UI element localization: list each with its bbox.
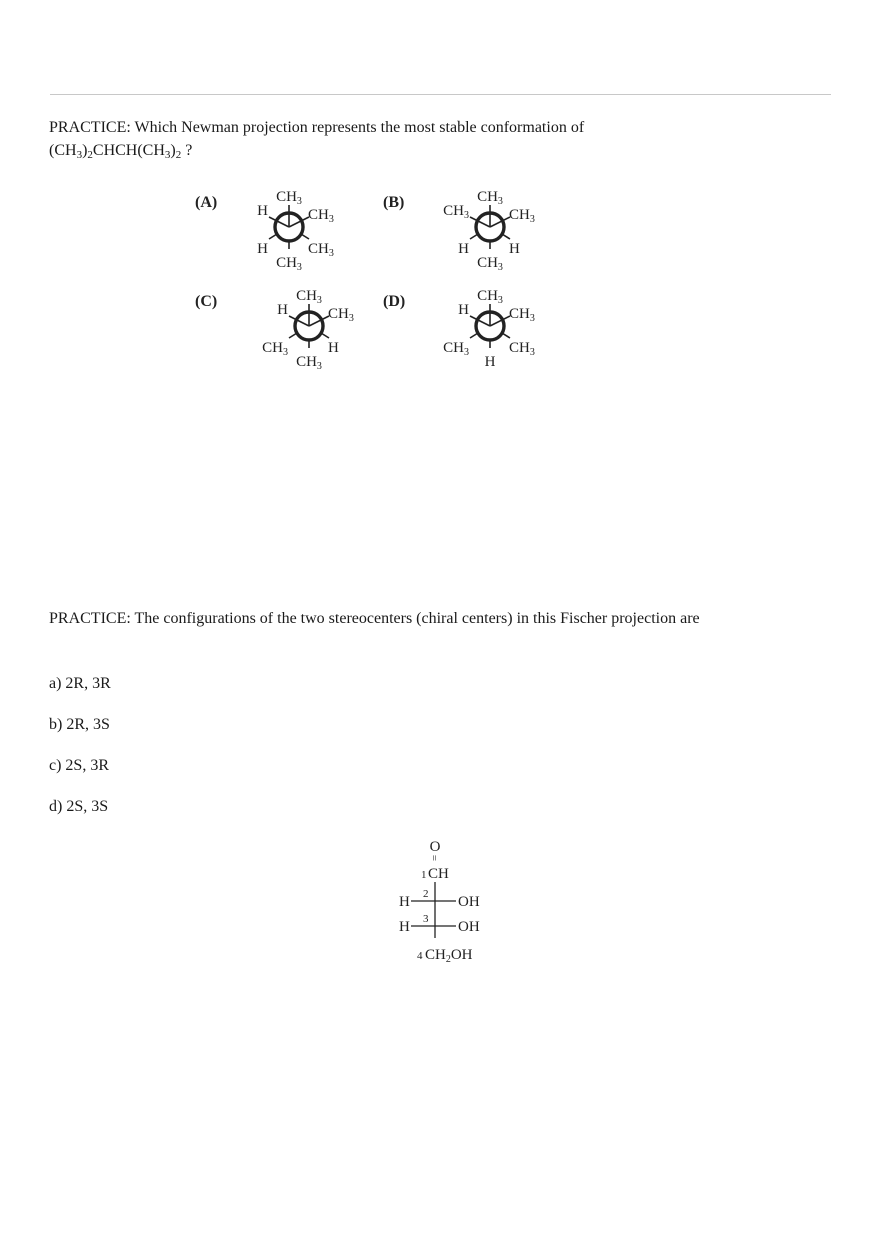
fischer-c4-number: 4 (417, 950, 423, 962)
fischer-c2-right: OH (458, 894, 480, 910)
sub-front-left-C: H (277, 302, 288, 318)
newman-A (195, 189, 334, 273)
bond-back-left-C (289, 333, 297, 338)
bond-back-left-D (470, 333, 478, 338)
sub-back-left-C: $CH_3$ (262, 340, 288, 358)
sub-front-top-B: $CH_3$ (477, 189, 503, 207)
newman-label-D: (D) (383, 293, 406, 310)
bond-back-right-D (502, 333, 510, 338)
bond-back-left-B (470, 234, 478, 239)
sub-front-left-D: H (458, 302, 469, 318)
fischer-c3-right: OH (458, 919, 480, 935)
fischer-c2-number: 2 (423, 888, 429, 900)
fischer-c4-group: $CH_2OH$ (425, 947, 473, 965)
question-1-text: PRACTICE: Which Newman projection represents the most stable conformation of $(CH_3)_2CHCH(CH_3)_2$ ? (49, 119, 585, 161)
fischer-c1-group: CH (428, 866, 449, 882)
formula: $(CH_3)_2CHCH(CH_3)_2$ ? (49, 142, 193, 161)
newman-label-A: (A) (195, 194, 218, 211)
newman-projections-drawing (0, 0, 880, 400)
sub-front-top-A: $CH_3$ (276, 189, 302, 207)
newman-D (383, 288, 535, 370)
sub-front-left-B: $CH_3$ (443, 203, 469, 221)
newman-C (195, 288, 354, 372)
sub-front-top-C: $CH_3$ (296, 288, 322, 306)
sub-front-right-B: $CH_3$ (509, 207, 535, 225)
bond-back-right-B (502, 234, 510, 239)
fischer-c3-left: H (399, 919, 410, 935)
sub-back-bottom-A: $CH_3$ (276, 255, 302, 273)
fischer-projection (380, 832, 510, 972)
sub-back-bottom-C: $CH_3$ (296, 354, 322, 372)
option-b: b) 2R, 3S (49, 716, 110, 733)
fischer-c3-number: 3 (423, 913, 429, 925)
sub-back-left-D: $CH_3$ (443, 340, 469, 358)
sub-front-right-A: $CH_3$ (308, 207, 334, 225)
fischer-c2-left: H (399, 894, 410, 910)
sub-front-left-A: H (257, 203, 268, 219)
newman-label-B: (B) (383, 194, 405, 211)
sub-back-right-A: $CH_3$ (308, 241, 334, 259)
sub-back-right-C: H (328, 340, 339, 356)
sub-front-right-D: $CH_3$ (509, 306, 535, 324)
option-c: c) 2S, 3R (49, 757, 109, 774)
option-a: a) 2R, 3R (49, 675, 111, 692)
bond-back-right-C (321, 333, 329, 338)
fischer-c1-number: 1 (421, 869, 427, 881)
sub-front-right-C: $CH_3$ (328, 306, 354, 324)
sub-back-left-A: H (257, 241, 268, 257)
bond-back-left-A (269, 234, 277, 239)
fischer-oxygen: O (429, 839, 441, 855)
sub-back-right-B: H (509, 241, 520, 257)
option-d: d) 2S, 3S (49, 798, 109, 815)
sub-back-left-B: H (458, 241, 469, 257)
sub-back-right-D: $CH_3$ (509, 340, 535, 358)
sub-front-top-D: $CH_3$ (477, 288, 503, 306)
fischer-double-bond: = (428, 854, 440, 862)
sub-back-bottom-B: $CH_3$ (477, 255, 503, 273)
newman-B (383, 189, 535, 273)
newman-label-C: (C) (195, 293, 218, 310)
sub-back-bottom-D: H (484, 354, 496, 370)
question-2-text: PRACTICE: The configurations of the two stereocenters (chiral centers) in this Fischer projection are (49, 610, 700, 627)
bond-back-right-A (301, 234, 309, 239)
